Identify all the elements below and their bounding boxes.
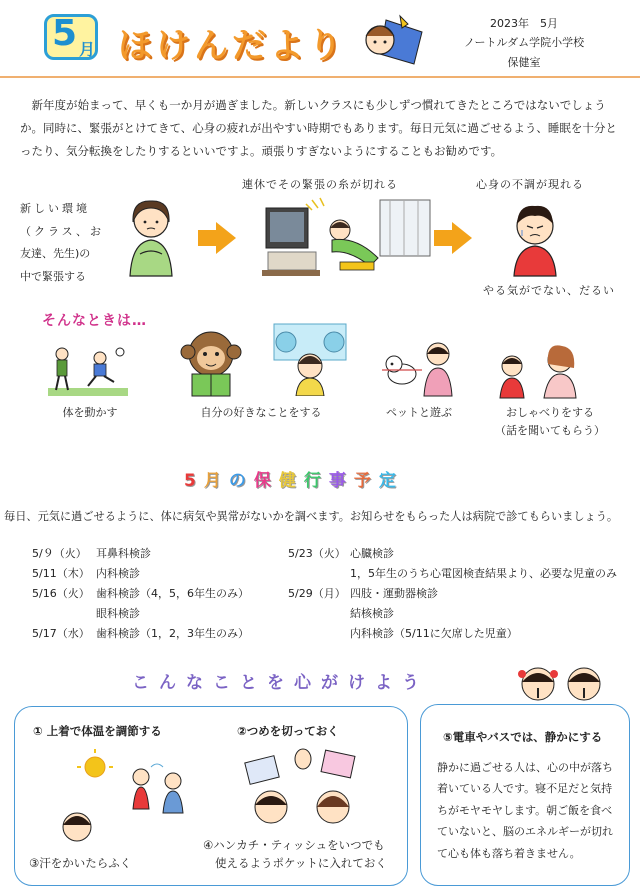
tips-heading: そんなときは… bbox=[42, 313, 147, 329]
office-name: 保健室 bbox=[507, 55, 541, 69]
events-notice: 毎日、元気に過ごせるように、体に病気や異常がないかを調べます。お知らせをもらった人は病院で診てもらいましょう。 bbox=[4, 510, 619, 523]
month-suffix: 月 bbox=[79, 40, 96, 59]
habit-1: ① 上着で体温を調節する bbox=[33, 724, 162, 738]
header-info bbox=[444, 14, 604, 72]
issue-date: 2023年 5月 bbox=[490, 17, 558, 30]
flow-arrow-2-icon bbox=[452, 222, 472, 254]
schedule-row: 5/29（月） 四肢・運動器検診 bbox=[288, 587, 438, 600]
nervous-girl-illustration bbox=[118, 196, 184, 282]
weather-kids-illustration bbox=[55, 747, 195, 847]
schedule-row: 5/17（水） 歯科検診（1，2，3年生のみ） bbox=[32, 627, 249, 640]
doll-mascot-illustration bbox=[356, 10, 426, 70]
habit-4-line2: 使えるようポケットに入れておく bbox=[215, 856, 387, 870]
tip-hobby-label: 自分の好きなことをする bbox=[200, 406, 322, 419]
nail-tissue-illustration bbox=[243, 745, 363, 829]
habits-box-left bbox=[14, 706, 408, 886]
tip-pet-label: ペットと遊ぶ bbox=[386, 406, 452, 419]
newsletter-title: ほけんだより bbox=[118, 26, 346, 66]
events-title-char: 健 bbox=[278, 471, 304, 491]
habits-box-right bbox=[420, 704, 630, 886]
habit-4-line1: ④ハンカチ・ティッシュをいつでも bbox=[203, 838, 385, 852]
schedule-row: 内科検診（5/11に欠席した児童） bbox=[350, 627, 518, 640]
schedule-row: 5/23（火） 心臓検診 bbox=[288, 547, 394, 560]
schedule-row: 5/16（火） 歯科検診（4，5，6年生のみ） bbox=[32, 587, 249, 600]
events-title-char: 行 bbox=[303, 471, 329, 491]
flow-step2-text: 連休でその緊張の糸が切れる bbox=[242, 178, 398, 191]
events-title-char: 事 bbox=[328, 471, 354, 491]
flow-arrow-1-icon bbox=[216, 222, 236, 254]
month-number: 5 bbox=[52, 13, 78, 54]
tired-boy-illustration bbox=[504, 200, 566, 278]
quiet-kids-illustration bbox=[514, 662, 610, 706]
habits-title: こんなことを心がけよう bbox=[132, 673, 429, 693]
computer-boy-illustration bbox=[262, 196, 432, 280]
monkey-reading-illustration bbox=[176, 328, 246, 400]
month-badge bbox=[44, 14, 98, 60]
flow-step3-subtext: やる気がでない、だるい bbox=[483, 284, 615, 297]
school-name: ノートルダム学院小学校 bbox=[463, 36, 585, 50]
events-title-char: の bbox=[228, 471, 254, 491]
chatting-illustration bbox=[496, 340, 588, 400]
schedule-left bbox=[32, 548, 282, 648]
pet-play-illustration bbox=[382, 340, 458, 398]
habit-2: ②つめを切っておく bbox=[237, 724, 339, 738]
music-boy-illustration bbox=[272, 320, 348, 396]
events-title-char: 予 bbox=[353, 471, 379, 491]
intro-paragraph: 新年度が始まって、早くも一か月が過ぎました。新しいクラスにも少しずつ慣れてきたところではないでしょうか。同時に、緊張がとけてきて、心身の疲れが出やすい時期でもあります。毎日元気に過ごせるよう、睡眠を十分とったり、気分転換をしたりするといいですよ。頑張りすぎないようにすることもお勧めです。 bbox=[20, 98, 617, 158]
flow-arrow-2-stem bbox=[434, 230, 452, 246]
schedule-row: 眼科検診 bbox=[96, 607, 140, 620]
schedule-right bbox=[288, 548, 628, 648]
flow-arrow-1-stem bbox=[198, 230, 216, 246]
tip-chat-label: おしゃべりをする （話を聞いてもらう） bbox=[495, 406, 605, 437]
schedule-row: 結核検診 bbox=[350, 607, 394, 620]
schedule-row: 1，5年生のうち心電図検査結果より、必要な児童のみ bbox=[350, 567, 617, 580]
events-title-char: 定 bbox=[378, 471, 404, 491]
habit-3: ③汗をかいたらふく bbox=[29, 856, 132, 870]
habit-5-text: 静かに過ごせる人は、心の中が落ち着いている人です。寝不足だと気持ちがモヤモヤします。朝ご飯を食べていないと、脳のエネルギーが切れて心も体も落ち着きません。 bbox=[437, 761, 613, 860]
habit-5: ⑤電車やバスでは、静かにする bbox=[443, 730, 603, 744]
header-divider bbox=[0, 76, 640, 78]
events-title-char: 保 bbox=[253, 471, 279, 491]
events-title-char: 月 bbox=[203, 471, 229, 491]
schedule-row: 5/９（火） 耳鼻科検診 bbox=[32, 547, 151, 560]
flow-step3-text: 心身の不調が現れる bbox=[476, 178, 584, 191]
events-title-char: 5 bbox=[184, 471, 204, 491]
tip-exercise-label: 体を動かす bbox=[62, 406, 118, 419]
schedule-row: 5/11（木） 内科検診 bbox=[32, 567, 140, 580]
events-title bbox=[184, 466, 404, 491]
kids-exercise-illustration bbox=[48, 344, 128, 398]
flow-step1-text: 新しい環境 （クラス、お 友達、先生)の 中で緊張する bbox=[20, 202, 104, 283]
